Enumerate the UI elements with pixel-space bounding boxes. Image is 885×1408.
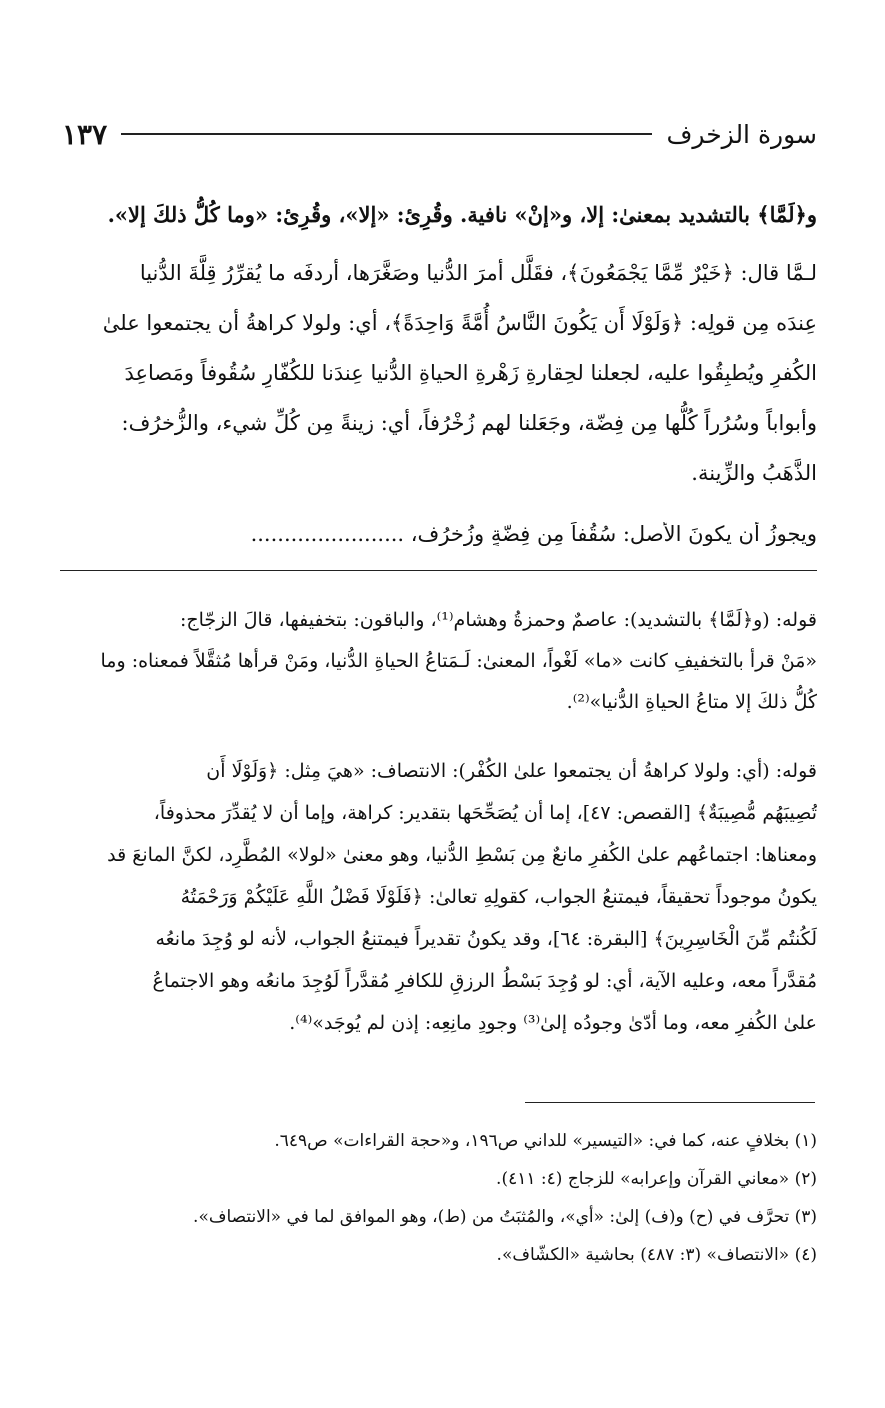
footnote: (١) بخلافٍ عنه، كما في: «التيسير» للداني ص١٩٦، و«حجة القراءات» ص٦٤٩. <box>274 1131 817 1151</box>
commentary-line: «مَنْ قرأ بالتخفيفِ كانت «ما» لَغْواً، المعنىٰ: لَـمَتاعُ الحياةِ الدُّنيا، ومَنْ قرأها مُثقَّلاً فمعناه: وما <box>100 650 817 672</box>
header-rule <box>121 133 652 135</box>
commentary-line: قوله: (أي: ولولا كراهةُ أن يجتمعوا علىٰ الكُفْر): الانتصاف: «هيَ مِثل: ﴿وَلَوْلَا أَن <box>206 760 817 782</box>
main-line: و﴿لَمَّا﴾ بالتشديد بمعنىٰ: إلا، و«إنْ» نافية. وقُرِئ: «إلا»، وقُرِئ: «وما كُلُّ ذلكَ إلا». <box>107 202 817 227</box>
commentary-line: يكونُ موجوداً تحقيقاً، فيمتنعُ الجواب، كقولِهِ تعالىٰ: ﴿فَلَوْلَا فَضْلُ اللَّهِ عَلَيْكُمْ وَرَحْمَتُهُ <box>180 886 817 908</box>
footnote: (٤) «الانتصاف» (٣: ٤٨٧) بحاشية «الكشّاف». <box>496 1245 817 1265</box>
commentary-line: مُقدَّراً معه، وعليه الآية، أي: لو وُجِدَ بَسْطُ الرزقِ للكافرِ مُقدَّراً لَوُجِدَ مانعُه وهو الاجتماعُ <box>152 970 817 992</box>
commentary-paragraph-1 <box>60 600 817 723</box>
footnote: (٢) «معاني القرآن وإعرابه» للزجاج (٤: ٤١١). <box>496 1169 817 1189</box>
main-line: الذَّهَبُ والزِّينة. <box>691 461 817 485</box>
main-line: وأبواباً وسُرُراً كُلُّها مِن فِضّة، وجَعَلنا لهم زُخْرُفاً، أي: زينةً مِن كُلِّ شيء، والزُّخرُف: <box>121 411 817 435</box>
main-line: عِندَه مِن قولِه: ﴿وَلَوْلَا أَن يَكُونَ النَّاسُ أُمَّةً وَاحِدَةً﴾، أي: ولولا كراهةُ أن يجتمعوا علىٰ <box>102 311 817 335</box>
main-line: الكُفرِ ويُطبِقُوا عليه، لجعلنا لحِقارةِ زَهْرةِ الحياةِ الدُّنيا عِندَنا للكُفّارِ سُقُوفاً ومَصاعِدَ <box>124 361 817 385</box>
footnote-separator <box>525 1102 815 1103</box>
footnotes <box>60 1122 817 1274</box>
section-separator <box>60 570 817 571</box>
commentary-line: ومعناها: اجتماعُهم علىٰ الكُفرِ مانعٌ مِن بَسْطِ الدُّنيا، وهو معنىٰ «لولا» المُطَّرِد، لكنَّ المانعَ قد <box>107 844 817 866</box>
commentary-line: قوله: (و﴿لَمَّا﴾ بالتشديد): عاصمٌ وحمزةُ وهشام⁽¹⁾، والباقون: بتخفيفها، قالَ الزجّاج: <box>179 609 817 631</box>
main-text <box>60 190 817 498</box>
commentary-line: تُصِيبَهُم مُّصِيبَةٌ﴾ [القصص: ٤٧]، إما أن يُصَحِّحَها بتقدير: كراهة، وإما أن لا يُقدِّرَ محذوفاً، <box>153 802 817 824</box>
commentary-line: لَكُنتُم مِّنَ الْخَاسِرِينَ﴾ [البقرة: ٦٤]، وقد يكونُ تقديراً فيمتنعُ الجواب، لأنه لو وُجِدَ مانعُه <box>155 928 817 950</box>
main-line: لـمَّا قال: ﴿خَيْرٌ مِّمَّا يَجْمَعُونَ﴾، فقَلَّل أمرَ الدُّنيا وصَغَّرَها، أردفَه ما يُقرِّرُ قِلَّةَ الدُّنيا <box>139 261 817 285</box>
surah-title: سورة الزخرف <box>666 119 817 149</box>
commentary-line: كُلُّ ذلكَ إلا متاعُ الحياةِ الدُّنيا»⁽²⁾. <box>566 691 817 713</box>
page-header <box>62 112 817 156</box>
commentary-line: علىٰ الكُفرِ معه، وما أدّىٰ وجودُه إلىٰ⁽³⁾ وجودِ مانِعِه: إذن لم يُوجَد»⁽⁴⁾. <box>289 1012 817 1034</box>
page-number: ١٣٧ <box>62 117 108 151</box>
main-last-line: ويجوزُ أن يكونَ الأصل: سُقُفاً مِن فِضّةٍ وزُخرُف، ....................... <box>250 522 817 546</box>
footnote: (٣) تحرَّف في (ح) و(ف) إلىٰ: «أي»، والمُثبَتُ من (ط)، وهو الموافق لما في «الانتصاف». <box>193 1207 817 1227</box>
commentary-paragraph-2 <box>60 750 817 1044</box>
